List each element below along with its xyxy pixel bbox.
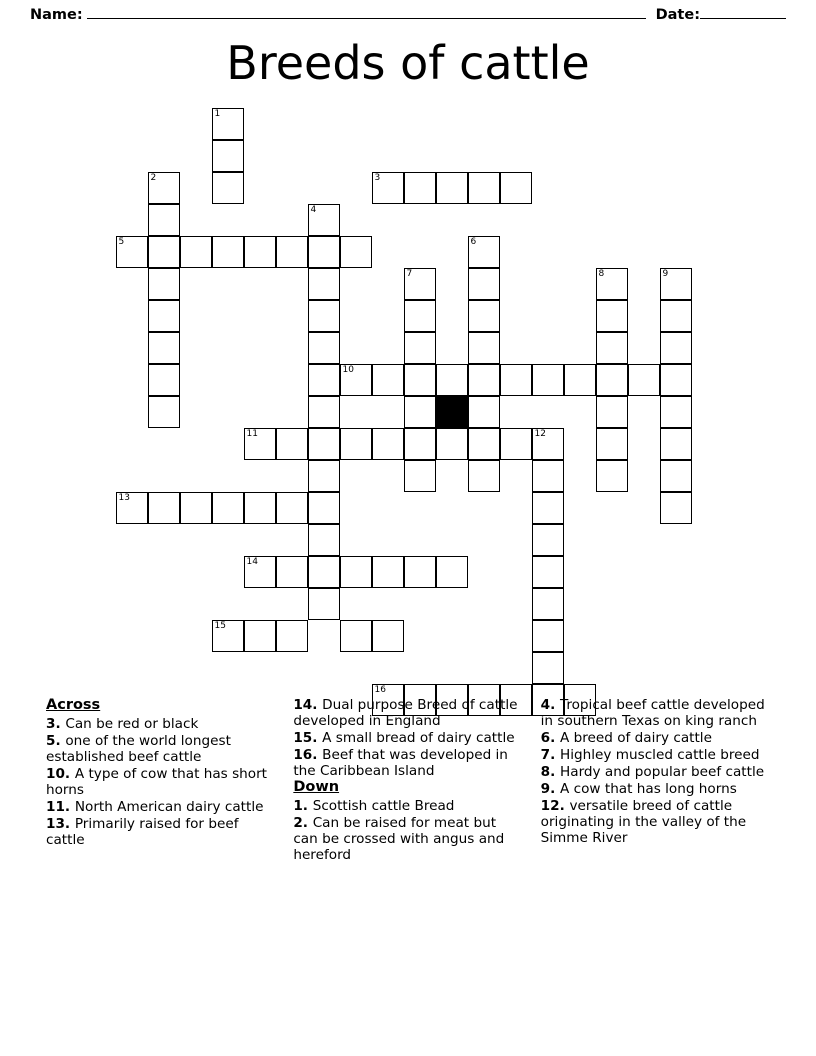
cell-number: 8 bbox=[598, 269, 605, 279]
grid-cell[interactable] bbox=[308, 236, 340, 268]
grid-cell[interactable] bbox=[212, 492, 244, 524]
grid-cell[interactable] bbox=[308, 524, 340, 556]
grid-cell[interactable] bbox=[468, 172, 500, 204]
clue-text: Primarily raised for beef cattle bbox=[46, 816, 239, 849]
grid-cell[interactable] bbox=[468, 364, 500, 396]
clue-text: Beef that was developed in the Caribbean Island bbox=[293, 747, 508, 780]
clues-section bbox=[46, 697, 770, 977]
clue-text: A breed of dairy cattle bbox=[560, 730, 712, 747]
across-clue bbox=[46, 716, 275, 732]
grid-cell[interactable] bbox=[308, 556, 340, 588]
cell-number: 6 bbox=[470, 237, 477, 247]
clue-text: Scottish cattle Bread bbox=[312, 798, 455, 815]
clue-text: Highley muscled cattle breed bbox=[560, 747, 760, 764]
clue-text: A type of cow that has short horns bbox=[46, 766, 267, 799]
grid-cell[interactable] bbox=[596, 396, 628, 428]
across-heading: Across bbox=[46, 697, 101, 713]
clue-text: Dual purpose Breed of cattle developed in England bbox=[293, 697, 518, 730]
down-clue bbox=[541, 781, 770, 797]
grid-cell[interactable] bbox=[148, 300, 180, 332]
grid-cell[interactable] bbox=[116, 236, 148, 268]
grid-cell[interactable] bbox=[660, 268, 692, 300]
date-label: Date: bbox=[655, 7, 700, 23]
cell-number: 14 bbox=[246, 557, 258, 567]
clue-text: Can be red or black bbox=[65, 716, 199, 733]
grid-cell[interactable] bbox=[436, 172, 468, 204]
clue-number: 12. bbox=[540, 798, 570, 815]
grid-cell[interactable] bbox=[116, 492, 148, 524]
grid-cell[interactable] bbox=[404, 172, 436, 204]
clue-number: 9. bbox=[540, 781, 561, 798]
grid-cell[interactable] bbox=[148, 332, 180, 364]
grid-cell[interactable] bbox=[308, 332, 340, 364]
grid-cell[interactable] bbox=[532, 364, 564, 396]
grid-cell[interactable] bbox=[244, 620, 276, 652]
grid-cell[interactable] bbox=[532, 652, 564, 684]
grid-cell[interactable] bbox=[372, 428, 404, 460]
down-clue bbox=[541, 798, 770, 846]
clue-number: 8. bbox=[540, 764, 561, 781]
grid-cell[interactable] bbox=[308, 428, 340, 460]
grid-cell[interactable] bbox=[404, 460, 436, 492]
across-clue bbox=[46, 799, 275, 815]
grid-cell[interactable] bbox=[276, 236, 308, 268]
grid-cell[interactable] bbox=[276, 556, 308, 588]
grid-cell[interactable] bbox=[212, 236, 244, 268]
grid-cell[interactable] bbox=[372, 172, 404, 204]
clue-text: one of the world longest established beef cattle bbox=[46, 733, 231, 766]
grid-cell[interactable] bbox=[436, 556, 468, 588]
down-clue bbox=[541, 747, 770, 763]
grid-cell[interactable] bbox=[308, 588, 340, 620]
grid-cell[interactable] bbox=[500, 428, 532, 460]
grid-cell[interactable] bbox=[308, 364, 340, 396]
grid-cell[interactable] bbox=[276, 492, 308, 524]
clue-text: Hardy and popular beef cattle bbox=[560, 764, 765, 781]
grid-cell[interactable] bbox=[468, 236, 500, 268]
name-label: Name: bbox=[30, 7, 83, 23]
clue-number: 7. bbox=[540, 747, 561, 764]
grid-cell[interactable] bbox=[180, 236, 212, 268]
clue-number: 5. bbox=[46, 733, 66, 750]
grid-cell[interactable] bbox=[532, 492, 564, 524]
grid-cell[interactable] bbox=[372, 620, 404, 652]
grid-cell[interactable] bbox=[532, 460, 564, 492]
clue-number: 16. bbox=[293, 747, 323, 764]
across-clue bbox=[46, 766, 275, 798]
cell-number: 3 bbox=[374, 173, 381, 183]
grid-block bbox=[436, 396, 468, 428]
grid-cell[interactable] bbox=[404, 396, 436, 428]
grid-cell[interactable] bbox=[596, 428, 628, 460]
clue-text: North American dairy cattle bbox=[74, 799, 264, 816]
grid-cell[interactable] bbox=[532, 556, 564, 588]
grid-cell[interactable] bbox=[436, 428, 468, 460]
grid-cell[interactable] bbox=[404, 364, 436, 396]
grid-cell[interactable] bbox=[596, 300, 628, 332]
grid-cell[interactable] bbox=[244, 492, 276, 524]
grid-cell[interactable] bbox=[148, 236, 180, 268]
clue-number: 11. bbox=[46, 799, 75, 816]
grid-cell[interactable] bbox=[404, 268, 436, 300]
clue-number: 4. bbox=[540, 697, 561, 713]
grid-cell[interactable] bbox=[628, 364, 660, 396]
grid-cell[interactable] bbox=[532, 620, 564, 652]
across-clue bbox=[46, 733, 275, 765]
grid-cell[interactable] bbox=[660, 396, 692, 428]
cell-number: 12 bbox=[534, 429, 546, 439]
down-clue bbox=[293, 798, 522, 814]
clue-number: 14. bbox=[293, 697, 323, 713]
grid-cell[interactable] bbox=[340, 364, 372, 396]
grid-cell[interactable] bbox=[468, 300, 500, 332]
clue-number: 1. bbox=[293, 798, 313, 815]
page-title: Breeds of cattle bbox=[226, 36, 590, 90]
grid-cell[interactable] bbox=[404, 300, 436, 332]
grid-cell[interactable] bbox=[564, 364, 596, 396]
grid-cell[interactable] bbox=[500, 172, 532, 204]
grid-cell[interactable] bbox=[532, 588, 564, 620]
clue-number: 13. bbox=[46, 816, 75, 833]
down-clue bbox=[541, 697, 770, 729]
grid-cell[interactable] bbox=[660, 460, 692, 492]
clue-number: 2. bbox=[293, 815, 313, 832]
grid-cell[interactable] bbox=[212, 620, 244, 652]
grid-cell[interactable] bbox=[596, 332, 628, 364]
grid-cell[interactable] bbox=[308, 300, 340, 332]
clue-number: 15. bbox=[293, 730, 323, 747]
grid-cell[interactable] bbox=[660, 492, 692, 524]
grid-cell[interactable] bbox=[468, 428, 500, 460]
grid-cell[interactable] bbox=[148, 204, 180, 236]
clue-number: 6. bbox=[540, 730, 561, 747]
grid-cell[interactable] bbox=[148, 396, 180, 428]
clue-number: 10. bbox=[46, 766, 75, 783]
grid-cell[interactable] bbox=[596, 460, 628, 492]
grid-cell[interactable] bbox=[660, 364, 692, 396]
grid-cell[interactable] bbox=[404, 556, 436, 588]
clue-text: versatile breed of cattle originating in the valley of the Simme River bbox=[540, 798, 747, 847]
cell-number: 1 bbox=[214, 109, 221, 119]
grid-cell[interactable] bbox=[180, 492, 212, 524]
grid-cell[interactable] bbox=[276, 620, 308, 652]
grid-cell[interactable] bbox=[308, 396, 340, 428]
grid-cell[interactable] bbox=[500, 364, 532, 396]
grid-cell[interactable] bbox=[340, 556, 372, 588]
down-heading: Down bbox=[293, 779, 340, 796]
clue-text: Tropical beef cattle developed in southern Texas on king ranch bbox=[540, 697, 765, 730]
cell-number: 9 bbox=[662, 269, 669, 279]
grid-cell[interactable] bbox=[436, 364, 468, 396]
grid-cell[interactable] bbox=[372, 556, 404, 588]
cell-number: 5 bbox=[118, 237, 125, 247]
grid-cell[interactable] bbox=[276, 428, 308, 460]
grid-cell[interactable] bbox=[308, 268, 340, 300]
cell-number: 4 bbox=[310, 205, 317, 215]
across-clue bbox=[293, 747, 522, 779]
grid-cell[interactable] bbox=[532, 428, 564, 460]
clue-text: A small bread of dairy cattle bbox=[322, 730, 515, 747]
grid-cell[interactable] bbox=[372, 364, 404, 396]
grid-cell[interactable] bbox=[660, 428, 692, 460]
cell-number: 2 bbox=[150, 173, 157, 183]
grid-cell[interactable] bbox=[468, 332, 500, 364]
grid-cell[interactable] bbox=[404, 428, 436, 460]
cell-number: 16 bbox=[374, 685, 386, 695]
clue-number: 3. bbox=[46, 716, 66, 733]
grid-cell[interactable] bbox=[308, 204, 340, 236]
grid-cell[interactable] bbox=[660, 332, 692, 364]
grid-cell[interactable] bbox=[244, 236, 276, 268]
grid-cell[interactable] bbox=[468, 268, 500, 300]
grid-cell[interactable] bbox=[404, 332, 436, 364]
grid-cell[interactable] bbox=[148, 364, 180, 396]
grid-cell[interactable] bbox=[212, 140, 244, 172]
cell-number: 13 bbox=[118, 493, 130, 503]
grid-cell[interactable] bbox=[244, 428, 276, 460]
grid-cell[interactable] bbox=[308, 460, 340, 492]
grid-cell[interactable] bbox=[244, 556, 276, 588]
grid-cell[interactable] bbox=[148, 492, 180, 524]
grid-cell[interactable] bbox=[660, 300, 692, 332]
cell-number: 11 bbox=[246, 429, 258, 439]
clue-text: A cow that has long horns bbox=[560, 781, 737, 798]
across-clue bbox=[293, 697, 522, 729]
grid-cell[interactable] bbox=[308, 492, 340, 524]
grid-cell[interactable] bbox=[596, 268, 628, 300]
grid-cell[interactable] bbox=[468, 460, 500, 492]
grid-cell[interactable] bbox=[148, 268, 180, 300]
down-clue bbox=[293, 815, 522, 863]
grid-cell[interactable] bbox=[596, 364, 628, 396]
cell-number: 7 bbox=[406, 269, 413, 279]
cell-number: 10 bbox=[342, 365, 354, 375]
across-clue bbox=[293, 730, 522, 746]
down-clue bbox=[541, 764, 770, 780]
cell-number: 15 bbox=[214, 621, 226, 631]
across-clue bbox=[46, 816, 275, 848]
grid-cell[interactable] bbox=[148, 172, 180, 204]
grid-cell[interactable] bbox=[212, 172, 244, 204]
grid-cell[interactable] bbox=[212, 108, 244, 140]
grid-cell[interactable] bbox=[340, 428, 372, 460]
down-clue bbox=[541, 730, 770, 746]
grid-cell[interactable] bbox=[340, 620, 372, 652]
grid-cell[interactable] bbox=[468, 396, 500, 428]
grid-cell[interactable] bbox=[340, 236, 372, 268]
grid-cell[interactable] bbox=[532, 524, 564, 556]
clue-text: Can be raised for meat but can be crossed with angus and hereford bbox=[293, 815, 505, 864]
